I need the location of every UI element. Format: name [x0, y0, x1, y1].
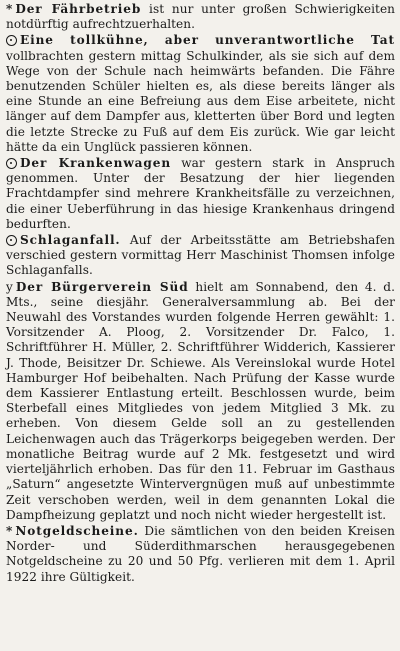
article-buergerverein	[6, 280, 395, 523]
article-body: ist nur unter großen Schwierigkeiten notdürftig aufrechtzuerhalten.	[6, 2, 395, 32]
y-marker-icon: y	[6, 279, 13, 294]
article-body: war gestern stark in Anspruch genommen. Unter der Besatzung der hier liegenden Frachtdampfer sind mehrere Krankheitsfälle zu verzeichnen, die einer Ueberführung in das hiesige Krankenhaus dringend bedurften.	[6, 156, 395, 231]
article-notgeldscheine	[6, 524, 395, 585]
article-heading: Eine tollkühne, aber unverantwortliche Tat	[20, 33, 395, 48]
article-heading: Der Krankenwagen	[20, 156, 172, 171]
circle-dot-marker-icon	[6, 235, 17, 246]
article-body: Die sämtlichen von den beiden Kreisen Norder- und Süderdithmarschen herausgegebenen Notgeldscheine zu 20 und 50 Pfg. verlieren mit dem 1. April 1922 ihre Gültigkeit.	[6, 523, 395, 584]
article-schlaganfall	[6, 233, 395, 279]
star-marker-icon: *	[6, 2, 13, 16]
star-marker-icon: *	[6, 523, 13, 538]
article-body: hielt am Sonnabend, den 4. d. Mts., seine diesjähr. Generalversammlung ab. Bei der Neuwahl des Vorstandes wurden folgende Herren gewählt: 1. Vorsitzender A. Ploog, 2. Vorsitzender Dr. Falco, 1. Schriftführer H. Müller, 2. Schriftführer Widderich, Kassierer J. Thode, Beisitzer Dr. Schiewe. Als Vereinslokal wurde Hotel Hamburger Hof beibehalten. Nach Prüfung der Kasse wurde dem Kassierer Entlastung erteilt. Beschlossen wurde, beim Sterbefall eines Mitgliedes von jedem Mitglied 3 Mk. zu erheben. Von diesem Gelde soll an zu gestellenden Leichenwagen auch das Trägerkorps beigegeben werden. Der monatliche Beitrag wurde auf 2 Mk. festgesetzt und wird vierteljährlich erhoben. Das für den 11. Februar im Gasthaus „Saturn“ angesetzte Wintervergnügen muß auf unbestimmte Zeit verschoben werden, weil in dem genannten Lokal die Dampfheizung geplatzt und noch nicht wieder hergestellt ist.	[6, 279, 395, 522]
article-heading: Der Bürgerverein Süd	[15, 279, 189, 294]
article-body: Auf der Arbeitsstätte am Betriebshafen verschied gestern vormittag Herr Maschinist Thomsen infolge Schlaganfalls.	[6, 233, 395, 278]
article-tollkuehn	[6, 33, 395, 155]
article-krankenwagen	[6, 156, 395, 232]
article-body: vollbrachten gestern mittag Schulkinder, als sie sich auf dem Wege von der Schule nach heimwärts befanden. Die Fähre benutzenden Schüler hielten es, als diese bereits länger als eine Stunde an eine Befreiung aus dem Eise arbeitete, nicht länger auf dem Dampfer aus, kletterten über Bord und legten die letzte Strecke zu Fuß auf dem Eis zurück. Wie gar leicht hätte da ein Unglück passieren können.	[6, 48, 395, 154]
article-heading: Notgeldscheine.	[15, 523, 139, 538]
article-heading: Der Fährbetrieb	[15, 2, 142, 16]
circle-dot-marker-icon	[6, 35, 17, 46]
circle-dot-marker-icon	[6, 158, 17, 169]
article-faehrbetrieb	[6, 2, 395, 32]
article-heading: Schlaganfall.	[20, 233, 121, 248]
